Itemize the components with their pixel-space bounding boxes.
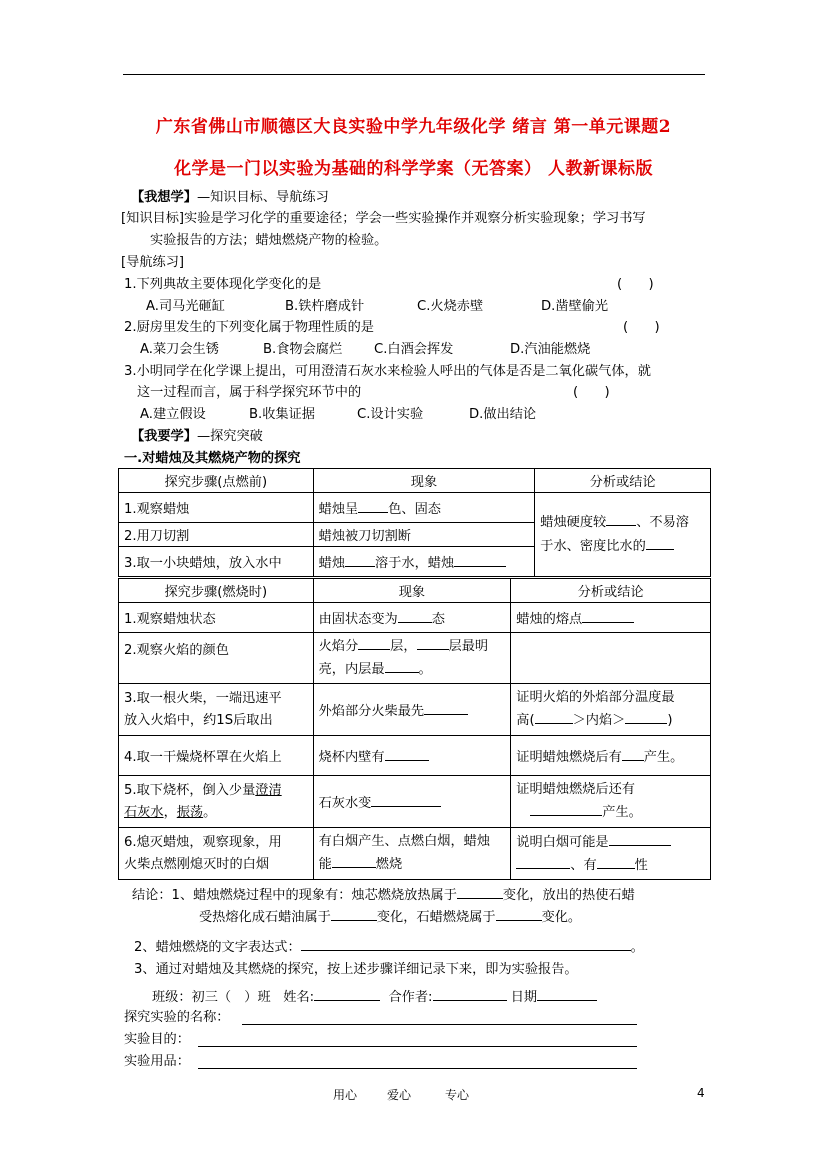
table-cell: 1.观察蜡烛 [119,493,314,523]
table-cell: 3.取一小块蜡烛，放入水中 [119,547,314,577]
table-header: 探究步骤(点燃前) [119,469,314,493]
table-cell: 说明白烟可能是 、有 性 [511,828,711,880]
answer-paren-2: ( ) [623,320,660,335]
q1-option-c: C.火烧赤壁 [417,299,484,314]
footer-text-1: 用心 [333,1088,358,1102]
q2-option-b: B.食物会腐烂 [263,342,343,357]
question-3: 3.小明同学在化学课上提出，可用澄清石灰水来检验人呼出的气体是否是二氧化碳气体，就 [124,364,651,379]
report-purpose-line [198,1046,637,1047]
report-items-line [198,1068,637,1069]
table-cell: 烧杯内壁有 [313,736,511,776]
table-cell: 4.取一干燥烧杯罩在火焰上 [119,736,314,776]
conclusion-2: 2、蜡烛燃烧的文字表达式： 。 [134,936,644,958]
table-cell: 证明蜡烛燃烧后还有 产生。 [511,776,711,828]
practice-heading: [导航练习] [121,255,185,270]
footer-text-2: 爱心 [387,1088,412,1102]
q2-option-c: C.白酒会挥发 [374,342,454,357]
section-wantlearn: 【我想学】—知识目标、导航练习 [131,190,329,205]
q3-option-c: C.设计实验 [357,407,424,422]
page-title: 广东省佛山市顺德区大良实验中学九年级化学 绪言 第一单元课题2 [155,117,672,137]
table-cell: 5.取下烧杯，倒入少量澄清 石灰水，振荡。 [119,776,314,828]
table-conclusion-cell: 蜡烛硬度较 、不易溶 于水、密度比水的 [535,493,711,577]
table-header: 探究步骤(燃烧时) [119,579,314,603]
table-cell: 6.熄灭蜡烛，观察现象，用 火柴点燃刚熄灭时的白烟 [119,828,314,880]
conclusion-3: 3、通过对蜡烛及其燃烧的探究，按上述步骤详细记录下来，即为实验报告。 [134,962,578,977]
report-name-line [242,1024,637,1025]
table-cell: 蜡烛呈 色、固态 [313,493,535,523]
table-cell: 蜡烛 溶于水，蜡烛 [313,547,535,577]
table-cell: 蜡烛的熔点 [511,603,711,633]
q3-option-b: B.收集证据 [249,407,315,422]
q2-option-a: A.菜刀会生锈 [140,342,219,357]
table-header: 分析或结论 [511,579,711,603]
table-cell: 有白烟产生、点燃白烟，蜡烛 能 燃烧 [313,828,511,880]
report-header-fields: 班级：初三（ ）班 姓名: 合作者: 日期 [152,986,597,1008]
section-mustlearn: 【我要学】—探究突破 [131,429,263,444]
table-cell: 3.取一根火柴，一端迅速平 放入火焰中，约1S后取出 [119,684,314,736]
page-subtitle: 化学是一门以实验为基础的科学学案（无答案） 人教新课标版 [174,159,653,179]
table-while-burning [118,578,711,880]
table-cell: 2.观察火焰的颜色 [119,633,314,684]
page-number: 4 [697,1086,705,1100]
table-cell: 1.观察蜡烛状态 [119,603,314,633]
report-items-label: 实验用品： [124,1054,190,1069]
question-2: 2.厨房里发生的下列变化属于物理性质的是 [124,320,374,335]
q3-option-a: A.建立假设 [140,407,206,422]
table-header: 现象 [313,469,535,493]
table-cell: 蜡烛被刀切割断 [313,523,535,547]
q1-option-b: B.铁杵磨成针 [285,299,365,314]
table-before-lighting [118,468,711,577]
table-cell [511,633,711,684]
header-rule [123,74,705,75]
table-cell: 外焰部分火柴最先 [313,684,511,736]
table-cell: 由固状态变为 态 [313,603,511,633]
table-cell: 证明火焰的外焰部分温度最 高( ＞内焰＞ ) [511,684,711,736]
table-header: 分析或结论 [535,469,711,493]
report-purpose-label: 实验目的： [124,1032,190,1047]
table-header: 现象 [313,579,511,603]
q2-option-d: D.汽油能燃烧 [510,342,591,357]
table-cell: 火焰分 层， 层最明 亮，内层最 。 [313,633,511,684]
question-3-cont: 这一过程而言，属于科学探究环节中的 [137,385,362,400]
q1-option-a: A.司马光砸缸 [146,299,225,314]
goal-line-1: [知识目标]实验是学习化学的重要途径；学会一些实验操作并观察分析实验现象；学习书写 [121,211,646,226]
q1-option-d: D.凿壁偷光 [541,299,609,314]
question-1: 1.下列典故主要体现化学变化的是 [124,277,322,292]
conclusion-1-cont: 受热熔化成石蜡油属于 变化，石蜡燃烧属于 变化。 [199,906,581,928]
goal-line-2: 实验报告的方法；蜡烛燃烧产物的检验。 [150,233,388,248]
table-cell: 证明蜡烛燃烧后有 产生。 [511,736,711,776]
table-cell: 2.用刀切割 [119,523,314,547]
answer-paren-1: ( ) [617,277,654,292]
subsection-candle: 一.对蜡烛及其燃烧产物的探究 [124,451,301,466]
conclusion-1: 结论：1、蜡烛燃烧过程中的现象有：烛芯燃烧放热属于 变化，放出的热使石蜡 [132,884,635,906]
table-cell: 石灰水变 [313,776,511,828]
q3-option-d: D.做出结论 [469,407,537,422]
report-name-label: 探究实验的名称： [124,1010,230,1025]
footer-text-3: 专心 [445,1088,470,1102]
answer-paren-3: ( ) [573,385,610,400]
